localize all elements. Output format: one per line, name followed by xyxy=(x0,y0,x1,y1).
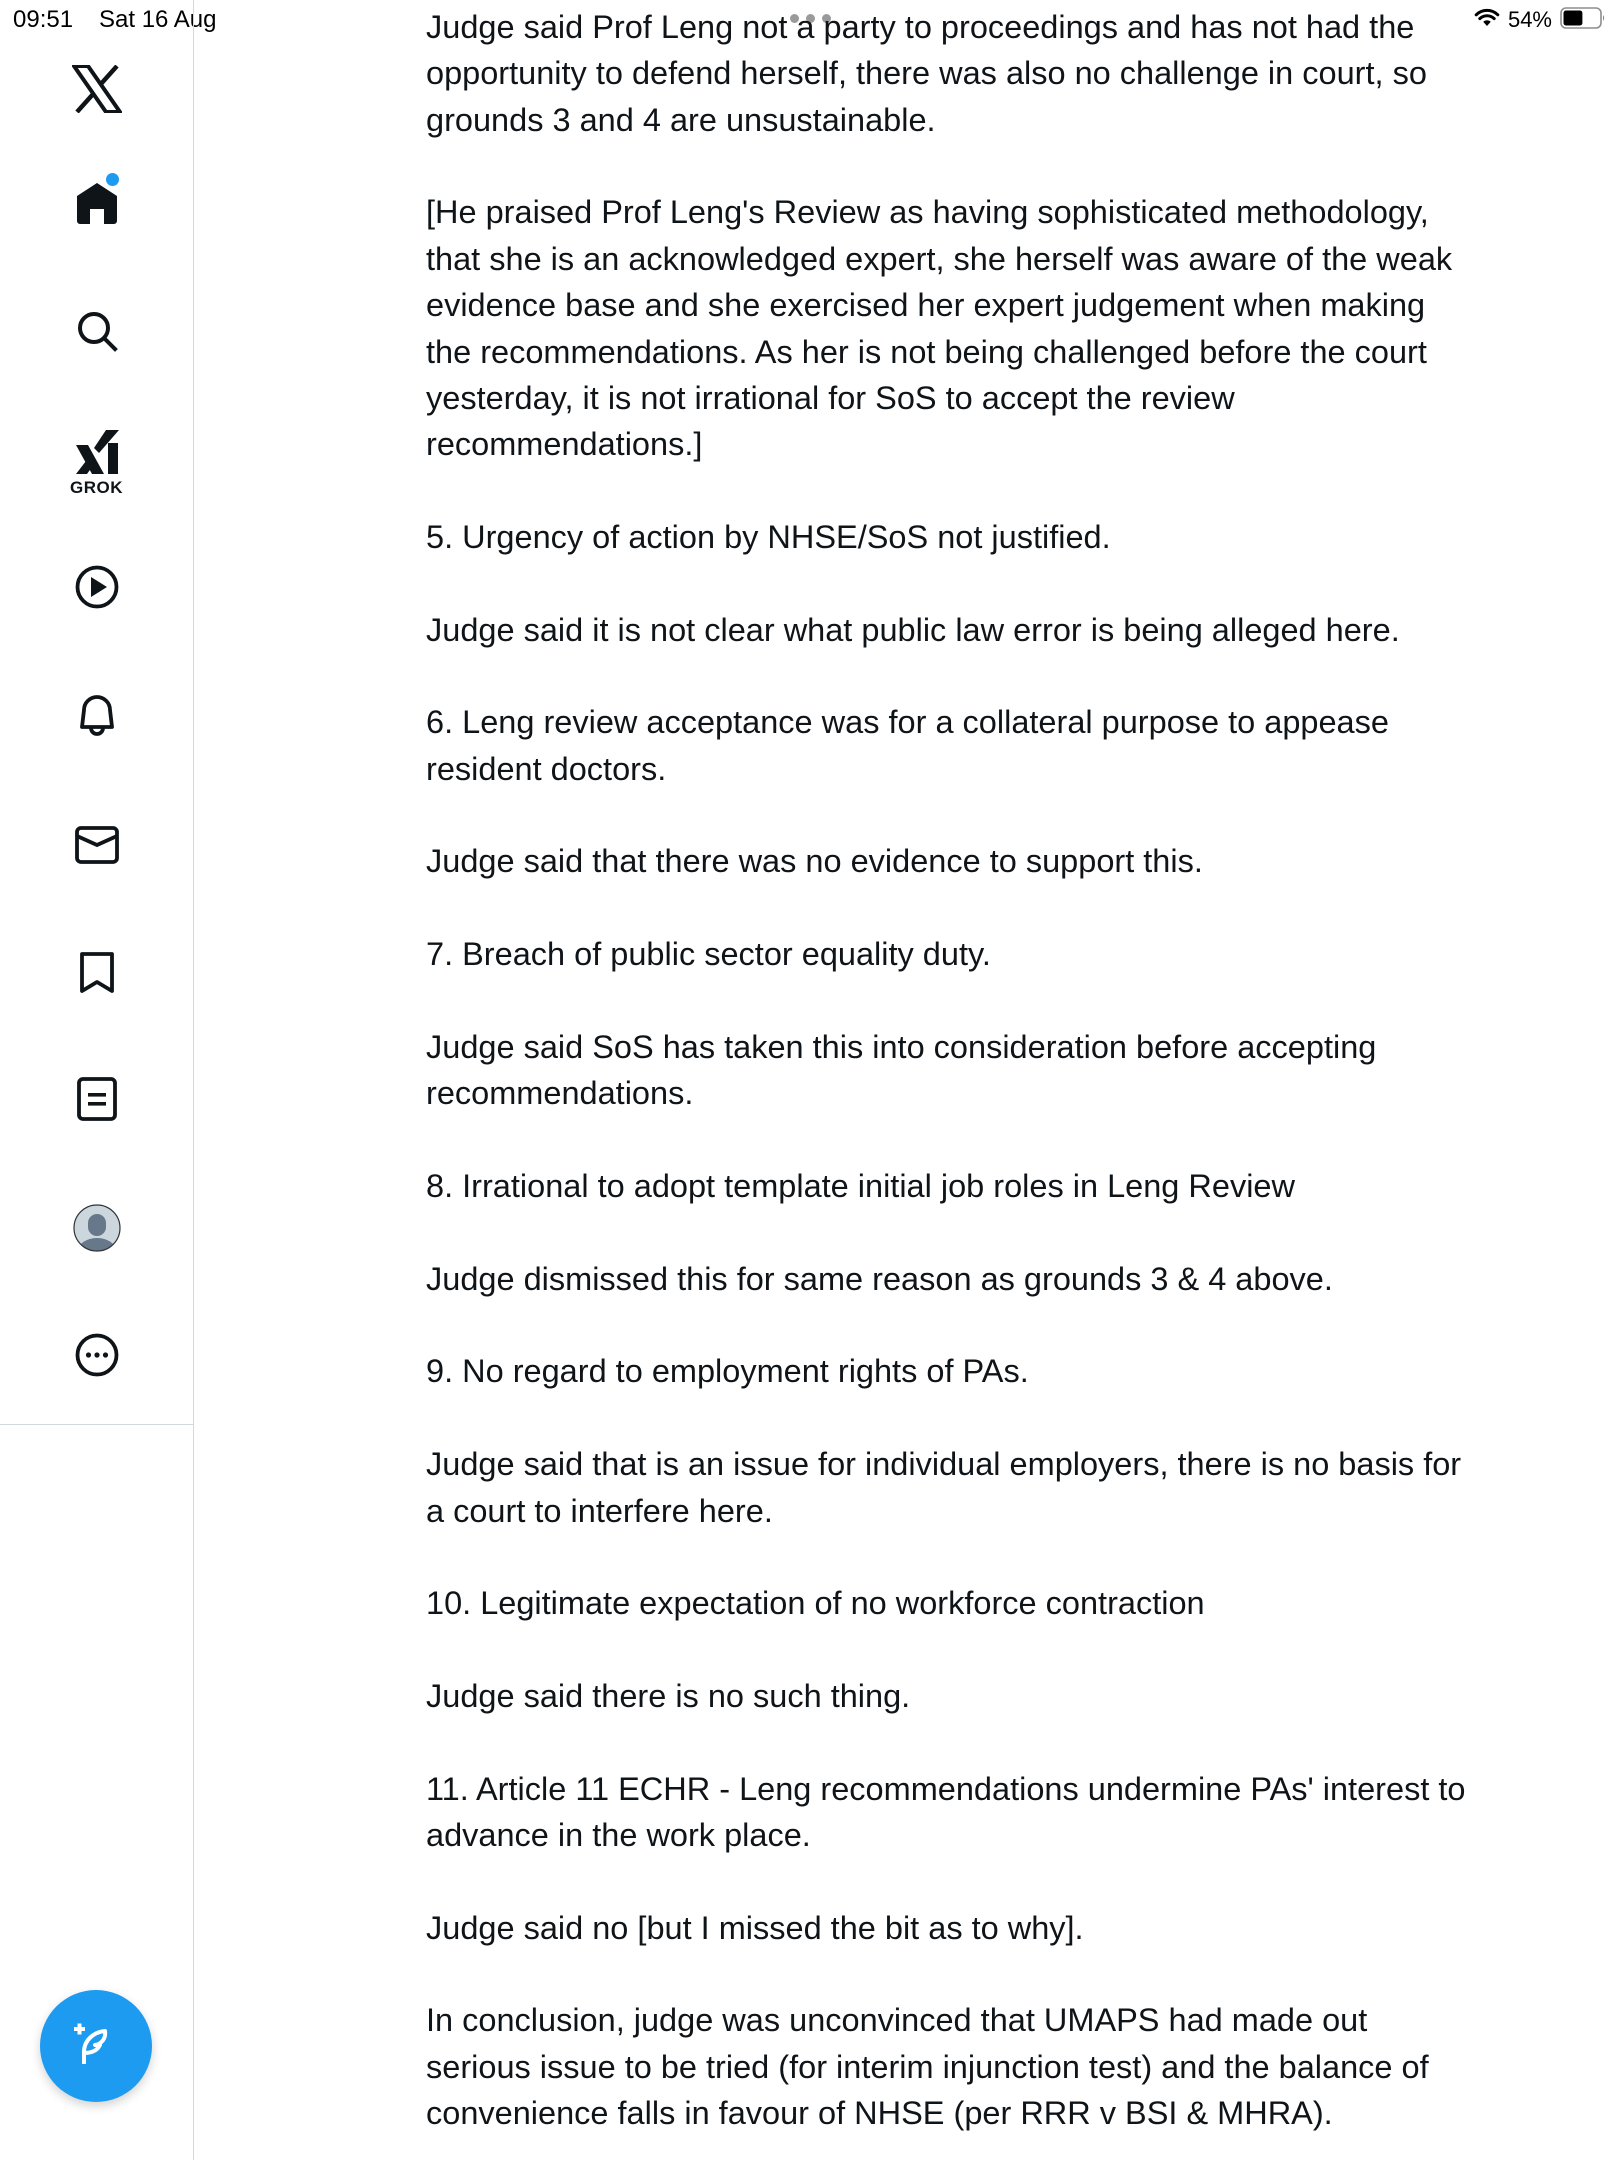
post-text-line: 9. No regard to employment rights of PAs. xyxy=(426,1353,1029,1390)
grok-icon xyxy=(74,429,120,475)
bell-icon xyxy=(76,695,118,739)
post-text-line: serious issue to be tried (for interim injunction test) and the balance of xyxy=(426,2048,1429,2085)
sidebar-item-lists[interactable] xyxy=(0,1077,193,1121)
post-paragraph xyxy=(426,514,1576,560)
post-text-line: 8. Irrational to adopt template initial job roles in Leng Review xyxy=(426,1167,1295,1204)
post-paragraph xyxy=(426,699,1576,792)
post-text-line: Judge said there is no such thing. xyxy=(426,1677,911,1714)
grok-label: GROK xyxy=(70,478,123,497)
x-logo-link[interactable] xyxy=(0,63,193,115)
sidebar-item-home[interactable] xyxy=(0,175,193,231)
post-paragraph xyxy=(426,838,1576,884)
sidebar-item-messages[interactable] xyxy=(0,824,193,866)
sidebar-divider xyxy=(0,1424,193,1425)
post-paragraph xyxy=(426,1163,1576,1209)
post-paragraph xyxy=(426,4,1576,143)
sidebar-item-profile[interactable] xyxy=(0,1204,193,1252)
post-text-line: evidence base and she exercised her expert judgement when making xyxy=(426,287,1426,324)
post-text-line: the recommendations. As her is not being challenged before the court xyxy=(426,333,1427,370)
post-paragraph xyxy=(426,1348,1576,1394)
post-text-line: 11. Article 11 ECHR - Leng recommendations undermine PAs' interest to xyxy=(426,1770,1466,1807)
post-paragraph xyxy=(426,1580,1576,1626)
post-paragraph xyxy=(426,607,1576,653)
post-text-line: 5. Urgency of action by NHSE/SoS not justified. xyxy=(426,518,1111,555)
post-text-line: a court to interfere here. xyxy=(426,1492,773,1529)
post-paragraph xyxy=(426,189,1576,467)
post-text-line: 6. Leng review acceptance was for a collateral purpose to appease xyxy=(426,704,1389,741)
compose-feather-icon xyxy=(72,2020,120,2073)
post-text-line: In conclusion, judge was unconvinced that UMAPS had made out xyxy=(426,2002,1368,2039)
status-date: Sat 16 Aug xyxy=(99,6,217,33)
sidebar-item-more[interactable] xyxy=(0,1332,193,1378)
avatar-icon xyxy=(73,1204,121,1252)
post-paragraph xyxy=(426,1766,1576,1859)
home-notification-dot xyxy=(106,173,119,186)
post-text-line: advance in the work place. xyxy=(426,1817,811,1854)
mail-icon xyxy=(75,826,119,864)
play-circle-icon xyxy=(75,565,119,609)
post-text-line: Judge said Prof Leng not a party to proceedings and has not had the xyxy=(426,9,1415,45)
post-text-line: yesterday, it is not irrational for SoS to accept the review xyxy=(426,379,1235,416)
post-text-line: Judge said that is an issue for individual employers, there is no basis for xyxy=(426,1446,1462,1483)
post-paragraph xyxy=(426,1441,1576,1534)
post-paragraph xyxy=(426,931,1576,977)
post-paragraph xyxy=(426,1024,1576,1117)
search-icon xyxy=(75,309,119,353)
list-icon xyxy=(77,1077,117,1121)
post-text-line: Judge said no [but I missed the bit as to why]. xyxy=(426,1909,1084,1946)
post-text-line: Judge said it is not clear what public law error is being alleged here. xyxy=(426,611,1400,648)
post-text-line: recommendations. xyxy=(426,1075,694,1112)
post-text-line: grounds 3 and 4 are unsustainable. xyxy=(426,101,936,138)
post-text xyxy=(426,4,1576,2183)
sidebar-item-notifications[interactable] xyxy=(0,694,193,740)
sidebar-item-grok[interactable] xyxy=(0,428,193,476)
post-paragraph xyxy=(426,1997,1576,2136)
post-text-line: resident doctors. xyxy=(426,750,667,787)
sidebar-item-search[interactable] xyxy=(0,306,193,356)
home-icon xyxy=(76,181,118,225)
post-text-line: that she is an acknowledged expert, she herself was aware of the weak xyxy=(426,240,1453,277)
compose-post-button[interactable] xyxy=(40,1990,152,2102)
post-text-line: 10. Legitimate expectation of no workforce contraction xyxy=(426,1585,1205,1622)
post-text-line: convenience falls in favour of NHSE (per RRR v BSI & MHRA). xyxy=(426,2095,1333,2132)
sidebar xyxy=(0,0,194,2160)
sidebar-item-videos[interactable] xyxy=(0,565,193,609)
post-text-line: Judge said that there was no evidence to support this. xyxy=(426,843,1203,880)
post-text-line: Judge said SoS has taken this into consideration before accepting xyxy=(426,1028,1377,1065)
post-text-line: Judge dismissed this for same reason as grounds 3 & 4 above. xyxy=(426,1260,1333,1297)
status-time: 09:51 xyxy=(13,6,74,33)
more-circle-icon xyxy=(75,1333,119,1377)
post-text-line: opportunity to defend herself, there was also no challenge in court, so xyxy=(426,55,1427,92)
post-paragraph xyxy=(426,1256,1576,1302)
post-paragraph xyxy=(426,1905,1576,1951)
post-text-line: [He praised Prof Leng's Review as having sophisticated methodology, xyxy=(426,194,1429,231)
bookmark-icon xyxy=(79,951,115,995)
sidebar-item-bookmarks[interactable] xyxy=(0,950,193,996)
post-text-line: recommendations.] xyxy=(426,426,703,463)
x-logo-icon xyxy=(72,65,122,113)
post-paragraph xyxy=(426,1673,1576,1719)
battery-percent: 54% xyxy=(1507,7,1552,32)
post-text-line: 7. Breach of public sector equality duty. xyxy=(426,936,991,973)
